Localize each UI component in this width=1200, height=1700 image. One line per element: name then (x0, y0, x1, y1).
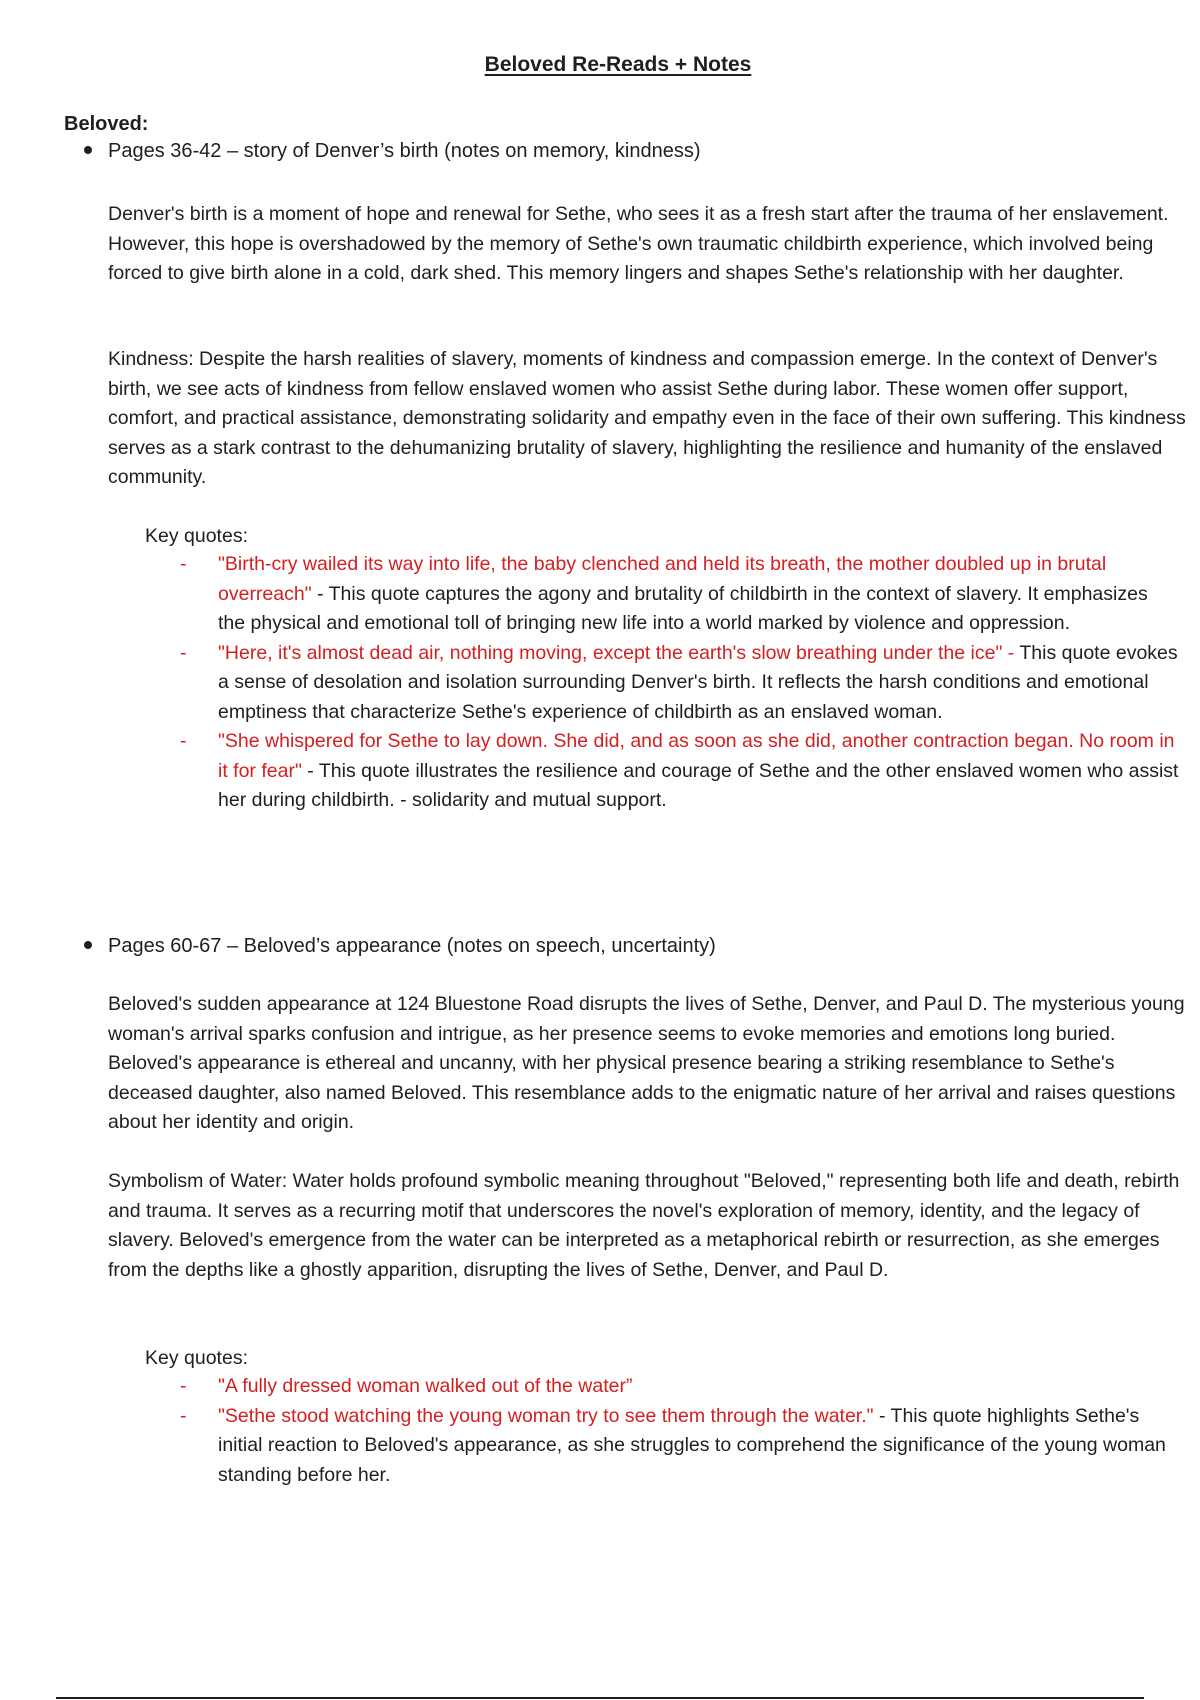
quote-note: - This quote captures the agony and brutality of childbirth in the context of slavery. It emphasizes the physical and emotional toll of bringing new life into a world marked by violence and oppression. (218, 582, 1148, 634)
quote-note: - This quote illustrates the resilience and courage of Sethe and the other enslaved women who assist her during childbirth. - solidarity and mutual support. (218, 759, 1179, 811)
quote-item (180, 727, 1180, 816)
key-quotes-label: Key quotes: (145, 1347, 248, 1369)
quote-list (180, 550, 1180, 816)
quote-text: "She whispered for Sethe to lay down. She did, and as soon as she did, another contraction began. No room in it for fear" (218, 730, 1175, 782)
quote-item (180, 1402, 1180, 1491)
quote-item (180, 639, 1180, 728)
paragraph-symbolism-water: Symbolism of Water: Water holds profound symbolic meaning throughout "Beloved," representing both life and death, rebirth and trauma. It serves as a recurring motif that underscores the novel's exploration of memory, identity, and the legacy of slavery. Beloved's emergence from the water can be interpreted as a metaphorical rebirth or resurrection, as she emerges from the depths like a ghostly apparition, disrupting the lives of Sethe, Denver, and Paul D. (108, 1170, 1180, 1281)
quote-text: "Birth-cry wailed its way into life, the baby clenched and held its breath, the mother doubled up in brutal overreach" (218, 553, 1107, 605)
bullet-item-denver-birth (84, 140, 701, 163)
quote-text: "Sethe stood watching the young woman try to see them through the water." (218, 1404, 874, 1427)
quote-text: "A fully dressed woman walked out of the water” (218, 1375, 633, 1397)
document-title: Beloved Re-Reads + Notes (484, 53, 752, 76)
dash-icon: - (180, 730, 187, 752)
bullet-icon (84, 941, 92, 949)
paragraph-kindness: Kindness: Despite the harsh realities of slavery, moments of kindness and compassion emerge. In the context of Denver's birth, we see acts of kindness from fellow enslaved women who assist Sethe during labor. These women offer support, comfort, and practical assistance, demonstrating solidarity and empathy even in the face of their own suffering. This kindness serves as a stark contrast to the dehumanizing brutality of slavery, highlighting the resilience and humanity of the enslaved community. (108, 348, 1186, 488)
section-heading: Beloved: (64, 113, 149, 135)
quote-note: This quote evokes a sense of desolation and isolation surrounding Denver's birth. It reflects the harsh conditions and emotional emptiness that characterize Sethe's experience of childbirth as an enslaved woman. (218, 641, 1178, 723)
dash-icon: - (180, 1375, 187, 1397)
bullet-icon (84, 146, 92, 154)
bullet-text: Pages 60-67 – Beloved’s appearance (notes on speech, uncertainty) (108, 935, 716, 957)
key-quotes-label: Key quotes: (145, 525, 248, 547)
dash-icon: - (180, 1404, 187, 1427)
quote-note: - This quote highlights Sethe's initial reaction to Beloved's appearance, as she struggles to comprehend the significance of the young woman standing before her. (218, 1404, 1166, 1486)
quote-item (180, 1372, 1180, 1402)
paragraph-beloved-appearance: Beloved's sudden appearance at 124 Bluestone Road disrupts the lives of Sethe, Denver, and Paul D. The mysterious young woman's arrival sparks confusion and intrigue, as her presence seems to evoke memories and emotions long buried. Beloved's appearance is ethereal and uncanny, with her physical presence bearing a striking resemblance to Sethe's deceased daughter, also named Beloved. This resemblance adds to the enigmatic nature of her arrival and raises questions about her identity and origin. (108, 993, 1185, 1133)
quote-text: "Here, it's almost dead air, nothing moving, except the earth's slow breathing under the ice" - (218, 641, 1015, 664)
bullet-text: Pages 36-42 – story of Denver’s birth (notes on memory, kindness) (108, 140, 701, 162)
dash-icon: - (180, 641, 187, 664)
paragraph-denver-birth: Denver's birth is a moment of hope and renewal for Sethe, who sees it as a fresh start after the trauma of her enslavement. However, this hope is overshadowed by the memory of Sethe's own traumatic childbirth experience, which involved being forced to give birth alone in a cold, dark shed. This memory lingers and shapes Sethe's relationship with her daughter. (108, 203, 1169, 284)
footer-divider (56, 1697, 1144, 1699)
dash-icon: - (180, 553, 187, 575)
bullet-item-beloved-appearance (84, 935, 716, 958)
quote-list (180, 1372, 1180, 1490)
quote-item (180, 550, 1180, 639)
